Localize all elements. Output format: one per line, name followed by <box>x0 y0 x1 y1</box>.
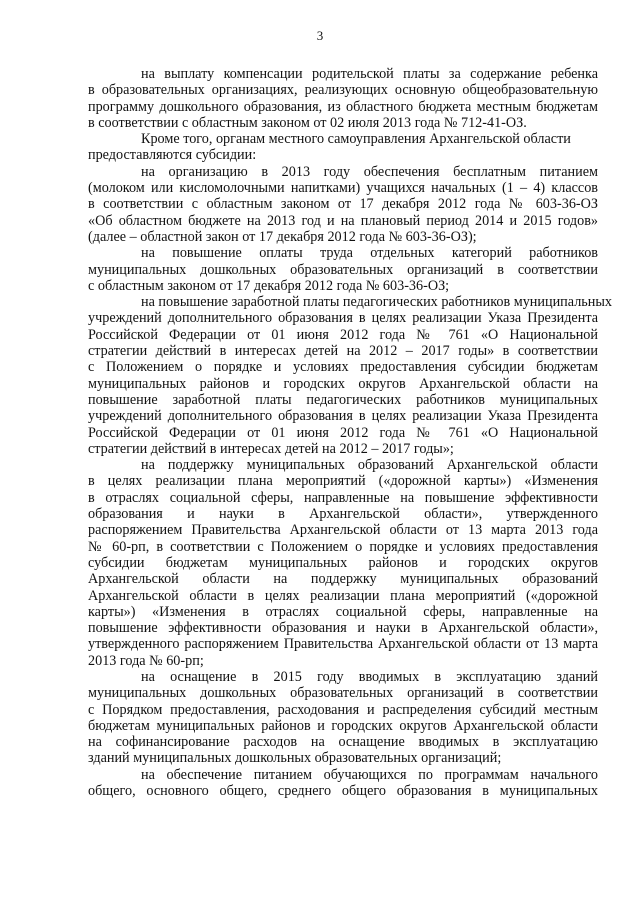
text-line: на поддержку муниципальных образований Архангельской области <box>141 457 598 474</box>
text-line: в образовательных организациях, реализующих основную общеобразовательную <box>88 82 598 99</box>
text-line: «Об областном бюджете на 2013 год и на плановый период 2014 и 2015 годов» <box>88 212 598 229</box>
text-line: муниципальных районов и городских округов Архангельской области на <box>88 375 598 392</box>
text-line: № 60-рп, в соответствии с Положением о порядке и условиях предоставления <box>88 538 598 555</box>
text-line: субсидии бюджетам муниципальных районов и городских округов <box>88 554 598 571</box>
text-line: с Порядком предоставления, расходования и распределения субсидий местным <box>88 701 598 718</box>
text-line: повышение эффективности образования и науки в Архангельской области», <box>88 620 598 637</box>
page-number: 3 <box>316 28 324 43</box>
text-line: Кроме того, органам местного самоуправления Архангельской области <box>141 131 571 148</box>
text-line: зданий муниципальных дошкольных образовательных организаций; <box>88 750 502 767</box>
text-line: с Положением о порядке и условиях предоставления субсидии бюджетам <box>88 359 598 376</box>
text-line: учреждений дополнительного образования в целях реализации Указа Президента <box>88 310 598 327</box>
text-line: 2013 года № 60-рп; <box>88 652 204 669</box>
text-line: в целях реализации плана мероприятий («дорожной карты») «Изменения <box>88 473 598 490</box>
text-line: общего, основного общего, среднего общего образования в муниципальных <box>88 783 598 800</box>
text-line: карты») «Изменения в отраслях социальной сферы, направленные на <box>88 603 598 620</box>
text-line: утвержденного распоряжением Правительства Архангельской области от 13 марта <box>88 636 598 653</box>
text-line: на организацию в 2013 году обеспечения бесплатным питанием <box>141 163 598 180</box>
text-line: стратегии действий в интересах детей на 2012 – 2017 годы»; <box>88 440 454 457</box>
text-line: образования и науки в Архангельской области», утвержденного <box>88 506 598 523</box>
text-line: Архангельской области на поддержку муниципальных образований <box>88 571 598 588</box>
text-line: Российской Федерации от 01 июня 2012 года № 761 «О Национальной <box>88 326 598 343</box>
text-line: на софинансирование расходов на оснащение вводимых в эксплуатацию <box>88 734 598 751</box>
text-line: на повышение оплаты труда отдельных категорий работников <box>141 245 598 262</box>
text-line: на обеспечение питанием обучающихся по программам начального <box>141 766 598 783</box>
text-line: бюджетам муниципальных районов и городских округов Архангельской области <box>88 717 598 734</box>
text-line: в соответствии с областным законом от 17 декабря 2012 года № 603-36-ОЗ <box>88 196 598 213</box>
text-line: учреждений дополнительного образования в целях реализации Указа Президента <box>88 408 598 425</box>
text-line: повышение заработной платы педагогических работников муниципальных <box>88 391 598 408</box>
text-line: распоряжением Правительства Архангельской области от 13 марта 2013 года <box>88 522 598 539</box>
text-line: с областным законом от 17 декабря 2012 года № 603-36-ОЗ; <box>88 277 450 294</box>
text-line: (далее – областной закон от 17 декабря 2012 года № 603-36-ОЗ); <box>88 228 477 245</box>
text-line: в отраслях социальной сферы, направленные на повышение эффективности <box>88 489 598 506</box>
text-line: (молоком или кисломолочными напитками) учащихся начальных (1 – 4) классов <box>88 180 598 197</box>
text-line: на повышение заработной платы педагогических работников муниципальных <box>141 294 612 311</box>
text-line: в соответствии с областным законом от 02 июля 2013 года № 712-41-ОЗ. <box>88 114 527 131</box>
text-line: муниципальных дошкольных образовательных организаций в соответствии <box>88 685 598 702</box>
text-line: на выплату компенсации родительской платы за содержание ребенка <box>141 66 598 82</box>
text-line: программу дошкольного образования, из областного бюджета местным бюджетам <box>88 98 598 115</box>
text-line: муниципальных дошкольных образовательных организаций в соответствии <box>88 261 598 278</box>
text-line: Российской Федерации от 01 июня 2012 года № 761 «О Национальной <box>88 424 598 441</box>
document-body <box>88 66 612 800</box>
text-line: на оснащение в 2015 году вводимых в эксплуатацию зданий <box>141 668 598 685</box>
text-line: стратегии действий в интересах детей на 2012 – 2017 годы» в соответствии <box>88 343 598 360</box>
text-line: предоставляются субсидии: <box>88 147 257 164</box>
text-line: Архангельской области в целях реализации плана мероприятий («дорожной <box>88 587 598 604</box>
